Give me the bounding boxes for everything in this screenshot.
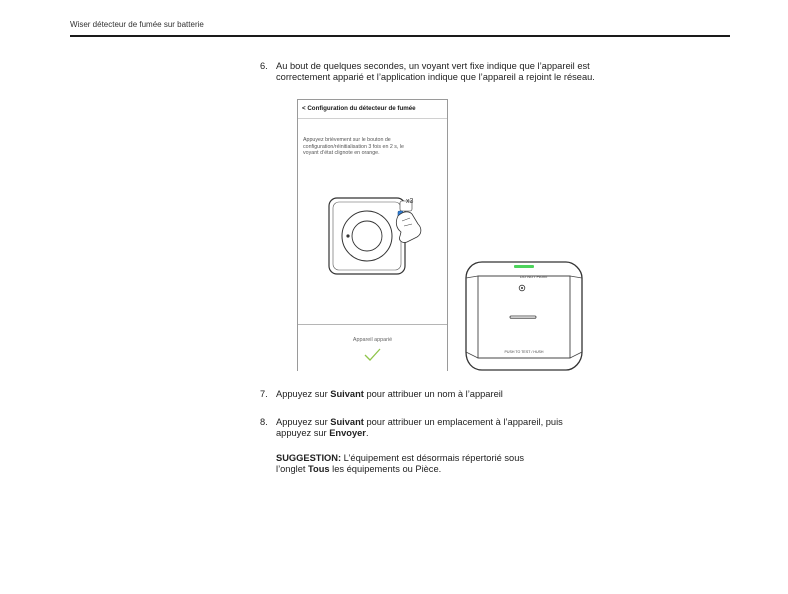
step-8 xyxy=(260,417,720,439)
checkmark-icon xyxy=(362,347,382,363)
step-number: 8. xyxy=(260,417,268,427)
detector-press-illustration xyxy=(322,188,432,283)
step-text: Appuyez sur Suivant pour attribuer un nom à l’appareil xyxy=(276,389,503,399)
step-7 xyxy=(260,389,680,401)
suggestion-line-2: l’onglet Tous les équipements ou Pièce. xyxy=(276,464,442,474)
app-status-panel xyxy=(298,324,447,371)
suggestion-note xyxy=(276,453,696,475)
app-screenshot xyxy=(297,99,448,371)
press-count-label: x3 xyxy=(406,198,414,205)
step-text-line-1: Appuyez sur Suivant pour attribuer un emplacement à l’appareil, puis xyxy=(276,417,563,427)
step-number: 7. xyxy=(260,389,268,399)
app-screen-title: < Configuration du détecteur de fumée xyxy=(302,105,416,112)
device-bottom-label: PUSH TO TEST / HUSH xyxy=(504,350,544,354)
device-top-label: DO NOT PAINT xyxy=(519,274,549,279)
page-header-title: Wiser détecteur de fumée sur batterie xyxy=(70,20,204,29)
step-6 xyxy=(260,61,740,83)
step-text-line-2: correctement apparié et l’application indique que l’appareil a rejoint le réseau. xyxy=(276,72,595,82)
step-text-line-2: appuyez sur Envoyer. xyxy=(276,428,369,438)
header-rule xyxy=(70,35,730,37)
app-instruction-text: Appuyez brièvement sur le bouton de configuration/réinitialisation 3 fois en 2 s, le voyant d’état clignote en orange. xyxy=(303,137,404,157)
app-title-divider xyxy=(298,118,447,119)
step-text-line-1: Au bout de quelques secondes, un voyant vert fixe indique que l’appareil est xyxy=(276,61,590,71)
paired-status-label: Appareil apparié xyxy=(352,337,393,343)
step-number: 6. xyxy=(260,61,268,71)
suggestion-line-1: SUGGESTION: L’équipement est désormais répertorié sous xyxy=(276,453,525,463)
